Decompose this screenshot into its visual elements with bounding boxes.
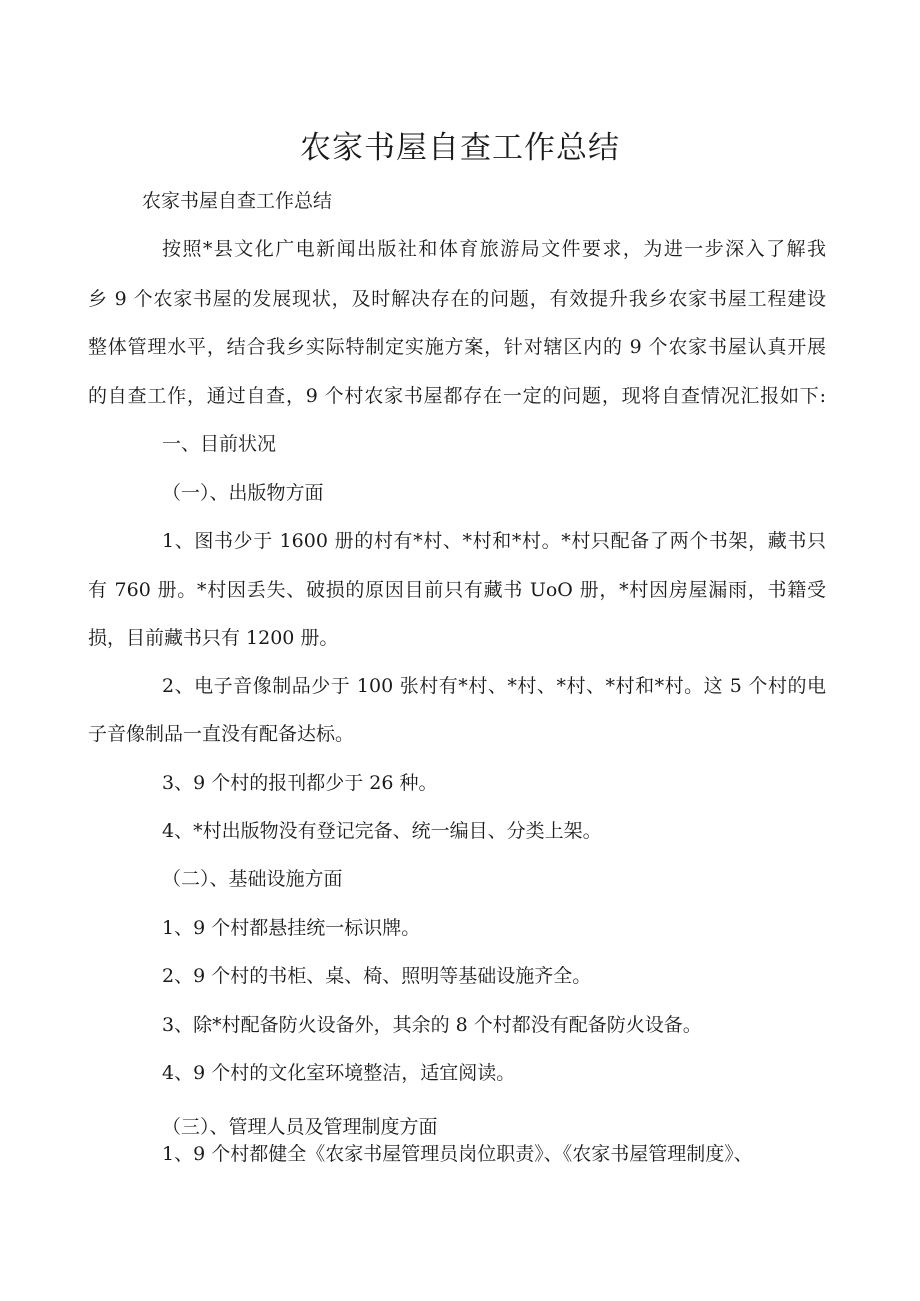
management-item-1: 1、9 个村都健全《农家书屋管理员岗位职责》、《农家书屋管理制度》、 (162, 1143, 753, 1165)
publication-item-1-line-2: 有 760 册。*村因丢失、破损的原因目前只有藏书 UoO 册，*村因房屋漏雨，书籍受 (88, 579, 826, 601)
intro-line-1: 按照*县文化广电新闻出版社和体育旅游局文件要求，为进一步深入了解我 (162, 238, 826, 260)
subsection-heading-3: （三）、管理人员及管理制度方面 (162, 1116, 438, 1138)
facility-item-2: 2、9 个村的书柜、桌、椅、照明等基础设施齐全。 (162, 965, 592, 987)
intro-line-3: 整体管理水平，结合我乡实际特制定实施方案，针对辖区内的 9 个农家书屋认真开展 (88, 336, 826, 358)
publication-item-2-line-2: 子音像制品一直没有配备达标。 (88, 723, 355, 745)
section-heading-1: 一、目前状况 (162, 433, 277, 455)
publication-item-2-line-1: 2、电子音像制品少于 100 张村有*村、*村、*村、*村和*村。这 5 个村的电 (162, 675, 826, 697)
publication-item-3: 3、9 个村的报刊都少于 26 种。 (162, 772, 438, 794)
publication-item-1-line-3: 损，目前藏书只有 1200 册。 (88, 627, 339, 649)
facility-item-3: 3、除*村配备防火设备外，其余的 8 个村都没有配备防火设备。 (162, 1014, 702, 1036)
subsection-heading-1: （一）、出版物方面 (162, 482, 324, 504)
facility-item-4: 4、9 个村的文化室环境整洁，适宜阅读。 (162, 1062, 516, 1084)
document-title: 农家书屋自查工作总结 (300, 130, 620, 166)
facility-item-1: 1、9 个村都悬挂统一标识牌。 (162, 917, 421, 939)
document-subtitle: 农家书屋自查工作总结 (142, 190, 333, 212)
intro-line-4: 的自查工作，通过自查，9 个村农家书屋都存在一定的问题，现将自查情况汇报如下: (88, 385, 826, 407)
subsection-heading-2: （二）、基础设施方面 (162, 868, 343, 890)
publication-item-4: 4、*村出版物没有登记完备、统一编目、分类上架。 (162, 820, 602, 842)
intro-line-2: 乡 9 个农家书屋的发展现状，及时解决存在的问题，有效提升我乡农家书屋工程建设 (88, 288, 826, 310)
publication-item-1-line-1: 1、图书少于 1600 册的村有*村、*村和*村。*村只配备了两个书架，藏书只 (162, 530, 826, 552)
